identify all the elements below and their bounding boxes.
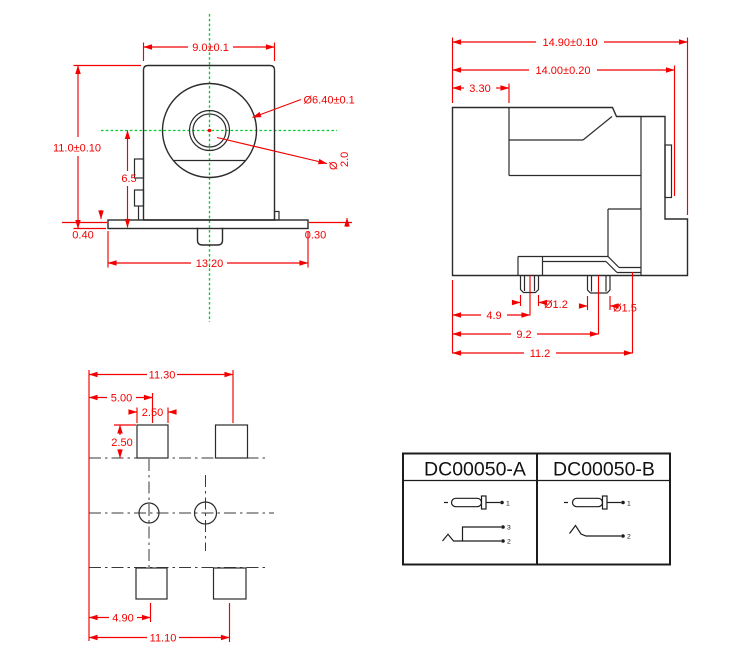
front-width-dim: 9.0±0.1 [192,42,229,54]
side-body-length-dim: 14.00±0.20 [535,65,591,77]
side-pin1-pos-dim: 4.9 [486,310,502,322]
footprint-pad-span-dim: 11.30 [148,369,176,382]
front-base-width-dim: 13.20 [195,258,224,270]
pin-label-b2: 2 [627,533,631,541]
pad-bottom-left [136,568,167,599]
side-pin2-pos-dim: 9.2 [516,329,532,341]
barrel-dia-dim: Ø6.40±0.1 [303,94,355,107]
schematic-variant-a [443,496,512,546]
pin-label-a1: 1 [506,500,510,508]
pin-dia-symbol: Ø [328,161,340,170]
pad-top-right [216,425,248,458]
pin-label-b1: 1 [627,500,631,508]
footprint-pad-center-dim: 5.00 [110,392,133,405]
front-view [53,14,355,322]
footprint-centerlines [89,458,274,568]
side-body-outline [453,108,688,294]
side-pin2-dia-dim: Ø1.5 [613,302,637,315]
side-dimensions [453,37,688,360]
pin-dia-dim: 2.0 [339,151,351,167]
pad-bottom-right [214,568,247,599]
front-body-outline [108,66,308,246]
front-left-tab-lower [135,190,144,206]
pin-label-a2: 2 [507,538,511,546]
table-header-variant-b: DC00050-B [553,458,655,481]
contact-symbol-b [570,526,632,541]
side-overall-length-dim: 14.90±0.10 [542,37,598,49]
table-header-variant-a: DC00050-A [424,458,526,481]
pin-label-a3: 3 [507,524,511,532]
pinout-table [403,454,670,565]
footprint-pads [136,425,248,599]
front-centerlines [101,14,337,322]
side-front-offset-dim: 3.30 [469,83,491,95]
footprint-hole2-pos-dim: 11.10 [149,632,177,645]
pad-top-left [137,425,168,458]
front-foot-left-dim: 0.40 [72,229,94,242]
front-flange [108,220,308,229]
front-center-height-dim: 6.5 [121,173,137,185]
center-pin-symbol-a [444,496,510,509]
schematic-variant-b [564,496,631,541]
footprint-view [89,370,274,645]
side-tab-pos-dim: 11.2 [529,348,551,360]
footprint-pad-height-dim: 2.50 [111,437,133,449]
footprint-dimensions [89,370,233,645]
side-pin1-dia-dim: Ø1.2 [544,299,568,311]
center-pin-symbol-b [564,496,631,509]
front-foot-right-dim: 0.30 [304,229,327,242]
footprint-pad-width-dim: 2.50 [141,407,164,419]
center-mark [208,129,211,132]
front-height-dim: 11.0±0.10 [52,142,102,155]
front-dimensions [53,42,355,270]
side-view [453,37,688,360]
footprint-hole1-pos-dim: 4.90 [112,612,134,625]
switch-contact-symbol-a [443,525,512,546]
side-rear-tab [665,145,672,198]
